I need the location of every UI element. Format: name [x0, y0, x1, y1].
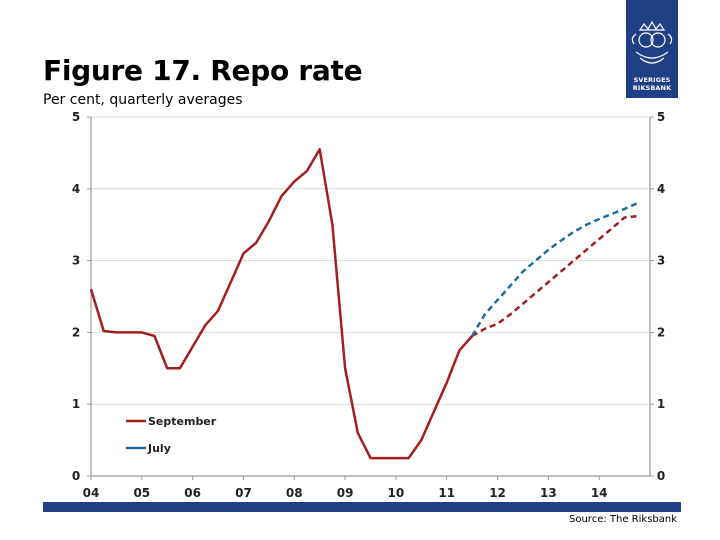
y-tick-label-left-3: 3: [71, 253, 81, 268]
y-tick-label-right-5: 5: [656, 110, 666, 124]
y-tick-label-right-3: 3: [656, 253, 666, 268]
x-tick-label-14: 14: [590, 486, 608, 500]
x-tick-label-05: 05: [133, 486, 151, 500]
y-tick-label-right-0: 0: [656, 469, 666, 483]
x-tick-label-10: 10: [387, 486, 405, 500]
y-tick-label-right-4: 4: [656, 181, 666, 196]
x-tick-label-07: 07: [235, 486, 252, 500]
legend-label-july: July: [148, 442, 171, 455]
x-tick-label-13: 13: [540, 486, 557, 500]
y-tick-label-right-1: 1: [656, 397, 666, 412]
x-tick-label-12: 12: [489, 486, 506, 500]
x-tick-label-11: 11: [438, 486, 456, 500]
y-tick-label-left-2: 2: [71, 325, 81, 340]
series-line-september-dashed: [472, 216, 637, 336]
series-line-july-dashed: [472, 203, 637, 336]
bottom-bar: [43, 502, 681, 512]
x-tick-label-06: 06: [184, 486, 201, 500]
y-tick-label-left-0: 0: [71, 469, 81, 483]
y-tick-label-left-1: 1: [71, 397, 81, 412]
x-tick-label-04: 04: [82, 486, 100, 500]
legend-label-september: September: [148, 415, 217, 428]
y-tick-label-left-4: 4: [71, 181, 81, 196]
y-tick-label-left-5: 5: [71, 110, 81, 124]
x-tick-label-08: 08: [285, 486, 303, 500]
logo-text-line2: RIKSBANK: [632, 84, 672, 92]
series-line-september-solid: [91, 149, 472, 458]
chart-subtitle: Per cent, quarterly averages: [43, 92, 243, 108]
x-tick-label-09: 09: [336, 486, 354, 500]
source-note: Source: The Riksbank: [569, 514, 678, 525]
logo-text-line1: SVERIGES: [633, 76, 671, 84]
y-tick-label-right-2: 2: [656, 325, 666, 340]
chart-title: Figure 17. Repo rate: [43, 54, 363, 87]
